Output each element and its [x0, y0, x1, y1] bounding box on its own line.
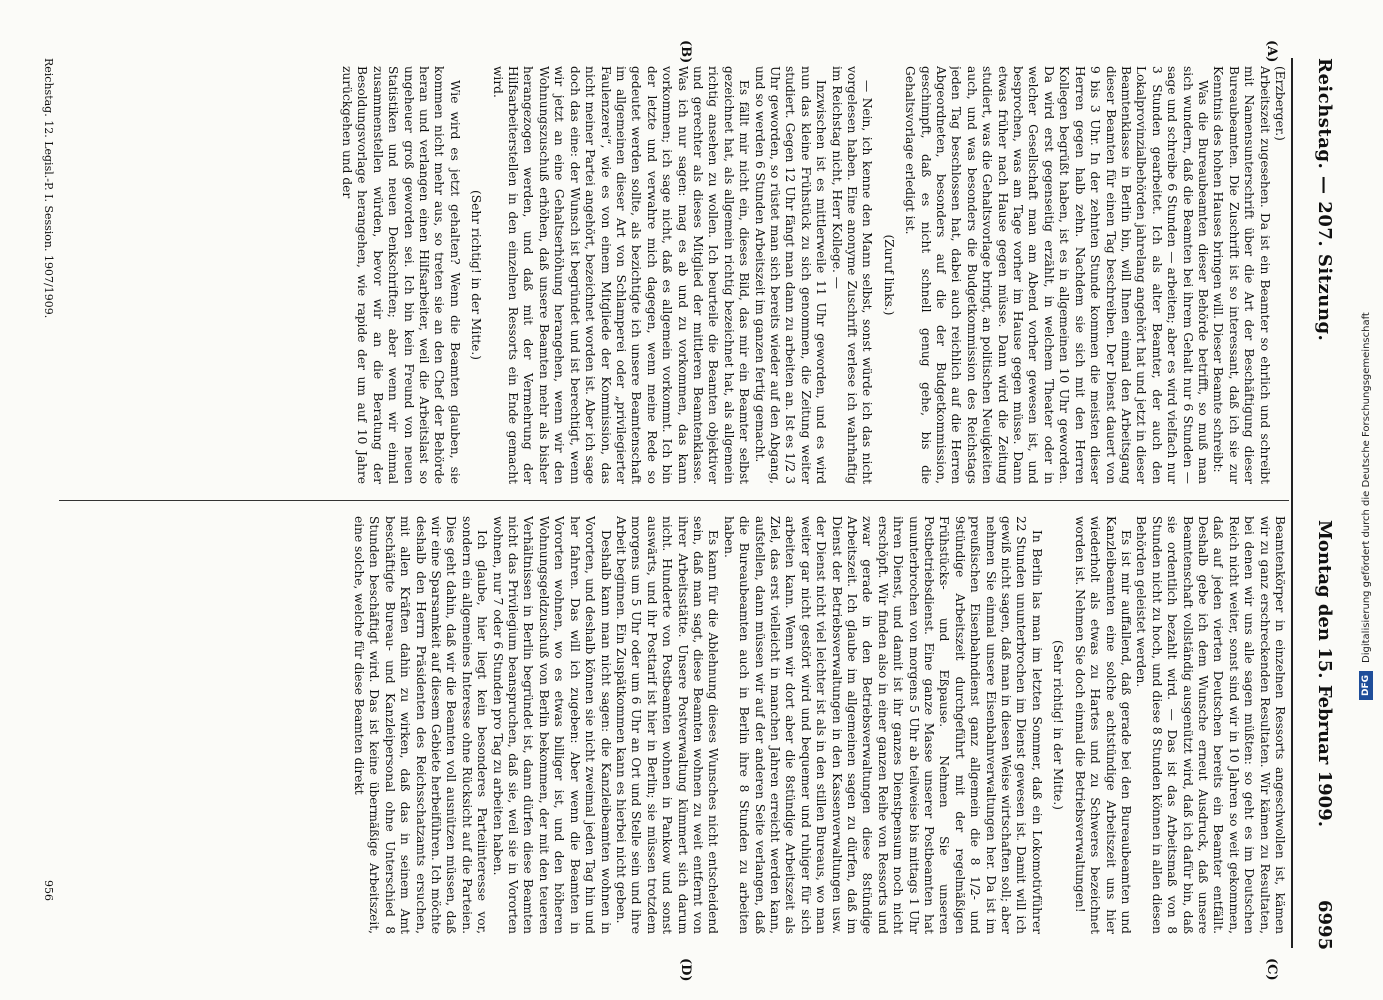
margin-mark-b: (B) — [678, 40, 693, 64]
header-rule — [1291, 58, 1293, 948]
interjection: (Sehr richtig! in der Mitte.) — [1051, 640, 1066, 810]
running-header — [1301, 0, 1341, 1000]
interjection: (Sehr richtig! in der Mitte.) — [469, 190, 484, 360]
paragraph: In Berlin las man im letzten Sommer, daß ein Lokomotivführer 22 Stunden ununterbrochen im Dienst gewesen ist. Damit will ich gewiß nicht sagen, daß man in diesen Weise wirtschaften soll; aber nehmen Sie einmal unsere Eisenbahnverwaltungen her. Da ist im preußischen Eisenbahndienst ganz allgemein die 8 1/2- und 9stündige Arbeitszeit durchgeführt mit der regelmäßigen Frühstücks- und Eßpause. Nehmen Sie unseren Postbetriebsdienst. Eine ganze Masse unserer Postbeamten hat ununterbrochen von morgens 5 Uhr ab teilweise bis mittags 1 Uhr ihren Dienst, und damit ist ihr ganzes Dienstpensum noch nicht erschöpft. Wir finden also in einer ganzen Reihe von Ressorts und zwar gerade in den Betriebsverwaltungen diese 8stündige Arbeitszeit. Ich glaube im allgemeinen sagen zu dürfen, daß im Dienst der Betriebsverwaltungen in den Kassenverwaltungen usw. der Dienst nicht viel leichter ist als in den stillen Bureaus, wo man weiter gar nicht gestört wird und bequemer und ruhiger für sich arbeiten kann. Wenn wir dort aber die 8stündige Arbeitszeit als Ziel, das erst vielleicht in manchen Jahren erreicht werden kann, aufstellen, dann müssen wir auf der anderen Seite verlangen, daß die Bureaubeamten auch in Berlin ihre 8 Stunden zu arbeiten haben. — [721, 516, 1044, 934]
paragraph: Beamtenkörper in einzelnen Ressorts angeschwollen ist, kämen wir zu ganz erschreckenden Resultaten. Wir kämen zu Resultaten, bei denen wir uns alle sagen müßten: so geht es im Deutschen Reich nicht weiter, sonst sind wir in 10 Jahren so weit gekommen, daß auf jeden vierten Deutschen bereits ein Beamter entfällt. Deshalb gebe ich dem Wunsche erneut Ausdruck, daß unsere Beamtenschaft vollständig ausgenützt wird, daß ich dafür bin, daß sie ordentlich bezahlt wird. — Das ist das Arbeitsmaß von 8 Stunden nicht zu hoch, und diese 8 Stunden können in allen diesen Behörden geleistet werden. — [1134, 516, 1287, 934]
margin-mark-a: (A) — [1264, 40, 1279, 63]
column-divider — [59, 500, 1289, 501]
digitization-credit — [1356, 10, 1376, 700]
paragraph: Arbeitszeit zugesehen. Da ist ein Beamter so ehrlich und schreibt mit Namensunterschrift über die Art der Beschäftigung dieser Bureaubeamten. Die Zuschrift ist so interessant, daß ich sie zur Kenntnis des hohen Hauses bringen will. Dieser Beamte schreibt: — [1211, 66, 1272, 484]
header-right: Montag den 15. Februar 1909. — [1314, 520, 1335, 828]
paragraph: Es kann für die Ablehnung dieses Wunsches nicht entscheidend sein, daß man sagt, diese Beamten wohnen zu weit entfernt von ihrer Arbeitsstätte. Unsere Postverwaltung kümmert sich darum nicht. Hunderte von Postbeamten wohnen in Pankow und sonst auswärts, und ihr Posttarif ist hier in Berlin; sie müssen trotzdem morgens um 5 Uhr oder um 6 Uhr an Ort und Stelle sein und ihre Arbeit beginnen. Ein Zuspätkommen kann es hierbei nicht geben. — [613, 516, 721, 934]
margin-mark-d: (D) — [678, 958, 693, 982]
paragraph: Deshalb kann man nicht sagen: die Kanzleibeamten wohnen in Vororten, und deshalb können sie nicht zweimal jeden Tag hin und her fahren. Das will ich zugeben: Aber wenn die Beamten in Vororten wohnen, wo es etwas billiger ist, und den höheren Wohnungsgeldzuschuß von Berlin bekommen, der mit den teueren Verhältnissen in Berlin begründet ist, dann dürfen diese Beamten nicht das Privilegium beanspruchen, daß sie, weil sie in Vororten wohnen, nur 7 oder 6 Stunden pro Tag zu arbeiten haben. — [490, 516, 613, 934]
header-left: Reichstag. — 207. Sitzung. — [1314, 58, 1335, 342]
footer-left: Reichstag. 12. Legisl.-P. I. Session. 1907/1909. — [42, 58, 55, 319]
paragraph: Inzwischen ist es mittlerweile 11 Uhr geworden, und es wird nun das kleine Frühstück zu sich genommen, die Zeitung weiter studiert. Gegen 12 Uhr fängt man dann zu arbeiten an. Ist es 1/2 3 Uhr geworden, so rüstet man sich bereits wieder auf den Abgang, und so werden 6 Stunden Arbeitszeit im ganzen fertig gemacht. — [752, 66, 829, 484]
paragraph: Es ist mir auffallend, daß gerade bei den Bureaubeamten und Kanzleibeamten eine solche achtstündige Arbeitszeit uns hier wiederholt als etwas zu Hartes und zu Schweres bezeichnet worden ist. Nehmen Sie doch einmal die Betriebsverwaltungen! — [1072, 516, 1133, 934]
left-column — [72, 66, 1287, 484]
credit-text: Digitalisierung gefördert durch die Deutsche Forschungsgemeinschaft — [1360, 312, 1372, 663]
footer-page-number: 956 — [42, 880, 55, 901]
right-column — [72, 516, 1287, 934]
paragraph: Ich glaube, hier liegt kein besonderes Parteiinteresse vor, sondern ein allgemeines Interesse ohne Rücksicht auf die Parteien. Dies geht dahin, daß wir die Beamten voll ausnützen müssen, daß wir eine Sparsamkeit auf diesem Gebiete herbeiführen. Ich möchte deshalb den Herrn Präsidenten des Reichsschatzamts ersuchen, mit allen Kräften dahin zu wirken, daß das in seinem Amt beschäftigte Bureau- und Kanzleipersonal ohne Unterschied 8 Stunden beschäftigt wird. Das ist keine übermäßige Arbeitszeit, eine solche, welche für diese Beamten direkt — [352, 516, 490, 934]
interjection: (Zuruf links.) — [881, 234, 896, 316]
paragraph: Wie wird es jetzt gehalten? Wenn die Beamten glauben, sie kommen nicht mehr aus, so treten sie an den Chef der Behörde heran und verlangen einen Hilfsarbeiter, weil die Arbeitslast so ungeheuer groß geworden sei. Ich bin kein Freund von neuen Statistiken und neuen Denkschriften; aber wenn wir einmal zusammenstellen würden, bevor wir an die Beratung der Besoldungsvorlage herangehen, wie rapide der um auf 10 Jahre zurückgehen und der — [340, 66, 462, 484]
dfg-logo: DFG — [1359, 671, 1373, 700]
paragraph: — Nein, ich kenne den Mann selbst, sonst würde ich das nicht vorgelesen haben. Eine anonyme Zuschrift verlese ich wahrhaftig im Reichstag nicht, Herr Kollege. — — [829, 66, 875, 484]
speaker-name: (Erzberger.) — [1273, 66, 1287, 141]
margin-mark-c: (C) — [1264, 958, 1279, 981]
paragraph: Es fällt mir nicht ein, dieses Bild, das mir ein Beamter selbst gezeichnet hat, als allgemein richtig bezeichnet hat, als allgemein richtig ansehen zu wollen. Ich beurteile die Beamten objektiver und gerechter als dieses Mitglied der mittleren Beamtenklasse. Was ich nur sagen: mag es ab und zu vorkommen, das kann vorkommen; ich sage nicht, daß es allgemein vorkommt. Ich bin der letzte und verwahre mich dagegen, wenn meine Rede so gedeutet werden sollte, als bezichtigte ich unsere Beamtenschaft im allgemeinen dieser Art von Schlamperei oder „privilegierter Faulenzerei“, wie es von einem Mitgliede der Kommission, das nicht meiner Partei angehört, bezeichnet worden ist. Aber ich sage doch das eine: der Wunsch ist begründet und ist berechtigt, wenn wir jetzt an eine Gehaltserhöhung herangehen, wenn wir den Wohnungszuschuß erhöhen, daß unsere Beamten mehr als bisher herangezogen werden, und daß mit der Vermehrung der Hilfsarbeiterstellen in den einzelnen Ressorts ein Ende gemacht wird. — [490, 66, 752, 484]
paragraph: Was die Bureaubeamten dieser Behörde betrifft, so muß man sich wundern, daß die Beamten bei ihrem Gehalt nur 6 Stunden — sage und schreibe 6 Stunden — arbeiten; aber es wird vielfach nur 3 Stunden gearbeitet. Ich als alter Beamter, der auch den Lokalprovinzialbehörden jahrelang angehört hat und jetzt in dieser Beamtenklasse in Berlin bin, will Ihnen einmal den Arbeitsgang dieser Beamten für einen Tag beschreiben. Der Dienst dauert von 9 bis 3 Uhr. In der zehnten Stunde kommen die meisten dieser Herren gegen halb zehn. Nachdem sie sich mit den Herren Kollegen begrüßt haben, ist es in allgemeinen 10 Uhr geworden. Da wird erst gegenseitig erzählt, in welchem Theater oder in welcher Gesellschaft man am Abend vorher gewesen ist, und besprochen, was am Tage vorher im Hause gegen müsse. Dann etwas früher nach Hause gegen müsse. Dann wird die Zeitung studiert, was die Gehaltsvorlage bringt, an politischen Neuigkeiten auch, und was besonders die Budgetkommission des Reichstags jeden Tag beschlossen hat, dabei auch reichlich auf die Herren Abgeordneten, besonders auf die der Budgetkommission, geschimpft, daß es nicht schnell genug gehe, bis die Gehaltsvorlage erledigt ist. — [903, 66, 1210, 484]
page-number: 6995 — [1314, 900, 1335, 951]
